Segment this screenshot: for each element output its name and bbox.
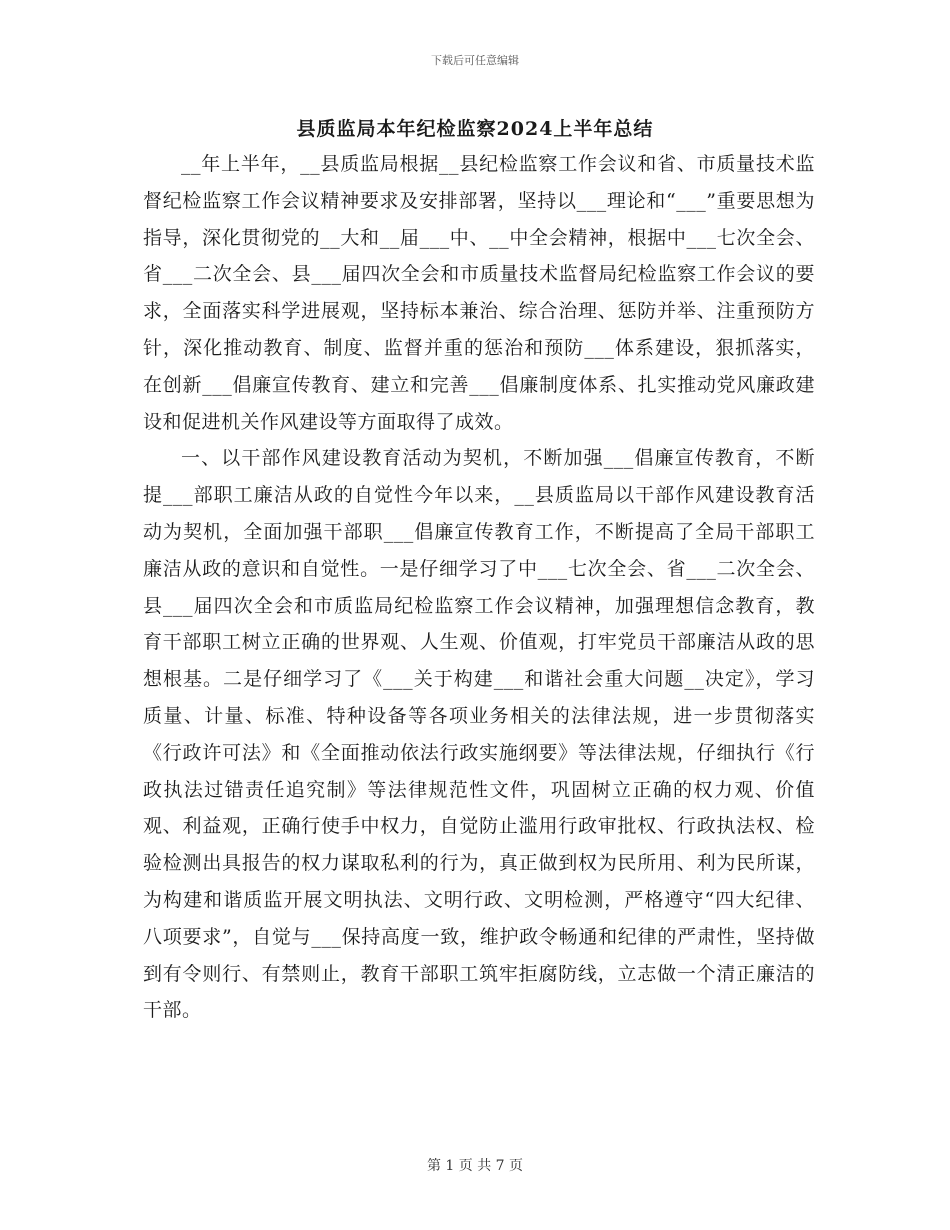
document-body [143,146,815,1029]
page-number: 第 1 页 共 7 页 [426,1158,524,1174]
document-title: 县质监局本年纪检监察2024上半年总结 [296,118,654,140]
paragraph-intro: __年上半年，__县质监局根据__县纪检监察工作会议和省、市质量技术监督纪检监察工作会议精神要求及安排部署，坚持以___理论和“___”重要思想为指导，深化贯彻党的__大和__届___中、__中全会精神，根据中___七次全会、省___二次全会、县___届四次全会和市质量技术监督局纪检监察工作会议的要求，全面落实科学进展观，坚持标本兼治、综合治理、惩防并举、注重预防方针，深化推动教育、制度、监督并重的惩治和预防___体系建设，狠抓落实，在创新___倡廉宣传教育、建立和完善___倡廉制度体系、扎实推动党风廉政建设和促进机关作风建设等方面取得了成效。 [143,153,815,433]
page-header-note: 下载后可任意编辑 [431,54,519,67]
paragraph-section-1: 一、以干部作风建设教育活动为契机，不断加强___倡廉宣传教育，不断提___部职工廉洁从政的自觉性今年以来，__县质监局以干部作风建设教育活动为契机，全面加强干部职___倡廉宣传教育工作，不断提高了全局干部职工廉洁从政的意识和自觉性。一是仔细学习了中___七次全会、省___二次全会、县___届四次全会和市质监局纪检监察工作会议精神，加强理想信念教育，教育干部职工树立正确的世界观、人生观、价值观，打牢党员干部廉洁从政的思想根基。二是仔细学习了《___关于构建___和谐社会重大问题__决定》，学习质量、计量、标准、特种设备等各项业务相关的法律法规，进一步贯彻落实《行政许可法》和《全面推动依法行政实施纲要》等法律法规，仔细执行《行政执法过错责任追究制》等法律规范性文件，巩固树立正确的权力观、价值观、利益观，正确行使手中权力，自觉防止滥用行政审批权、行政执法权、检验检测出具报告的权力谋取私利的行为，真正做到权为民所用、利为民所谋，为构建和谐质监开展文明执法、文明行政、文明检测，严格遵守“四大纪律、八项要求”，自觉与___保持高度一致，维护政令畅通和纪律的严肃性，坚持做到有令则行、有禁则止，教育干部职工筑牢拒腐防线，立志做一个清正廉洁的干部。 [143,447,815,1022]
